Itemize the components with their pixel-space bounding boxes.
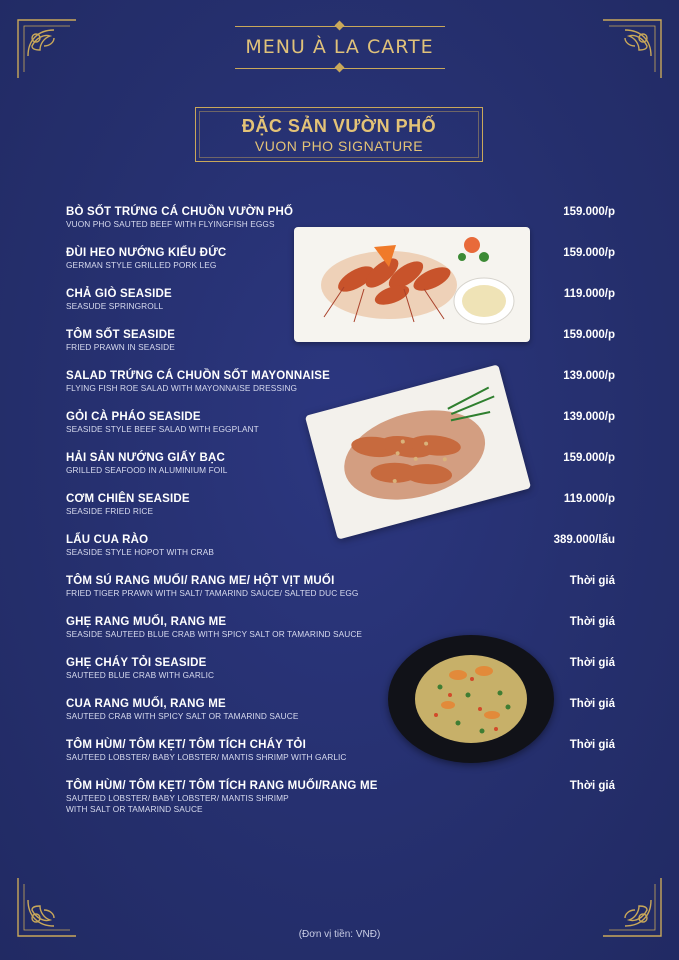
item-price: 119.000/p	[563, 288, 615, 300]
item-name: BÒ SỐT TRỨNG CÁ CHUỒN VƯỜN PHỐ	[66, 206, 294, 218]
item-name: TÔM HÙM/ TÔM KẸT/ TÔM TÍCH RANG MUỐI/RANG ME	[66, 780, 378, 792]
menu-header	[0, 26, 679, 69]
item-name: SALAD TRỨNG CÁ CHUỒN SỐT MAYONNAISE	[66, 370, 331, 382]
item-description: GERMAN STYLE GRILLED PORK LEG	[66, 260, 217, 270]
item-price: Thời giá	[569, 575, 615, 587]
item-price: 119.000/p	[563, 493, 615, 505]
item-description: SAUTEED BLUE CRAB WITH GARLIC	[66, 670, 215, 680]
item-description: SEASUDE SPRINGROLL	[66, 301, 164, 311]
item-price: 159.000/p	[563, 452, 615, 464]
item-name: CUA RANG MUỐI, RANG ME	[66, 698, 226, 710]
header-bottom-divider	[235, 68, 445, 69]
menu-item	[66, 779, 615, 820]
menu-item	[66, 533, 615, 574]
item-price: Thời giá	[569, 698, 615, 710]
page-title: MENU À LA CARTE	[245, 36, 434, 58]
item-name: TÔM SÚ RANG MUỐI/ RANG ME/ HỘT VỊT MUỐI	[66, 575, 335, 587]
menu-item	[66, 246, 615, 287]
menu-item	[66, 574, 615, 615]
section-title-en: VUON PHO SIGNATURE	[254, 138, 424, 154]
item-price: Thời giá	[569, 657, 615, 669]
menu-item	[66, 656, 615, 697]
item-price: 159.000/p	[563, 206, 615, 218]
item-description: SAUTEED CRAB WITH SPICY SALT OR TAMARIND SAUCE	[66, 711, 299, 721]
item-description: SEASIDE STYLE HOPOT WITH CRAB	[66, 547, 214, 557]
menu-item	[66, 369, 615, 410]
section-title-box	[195, 107, 483, 162]
item-name: CHẢ GIÒ SEASIDE	[66, 288, 172, 300]
item-description: FLYING FISH ROE SALAD WITH MAYONNAISE DRESSING	[66, 383, 298, 393]
item-name: TÔM HÙM/ TÔM KẸT/ TÔM TÍCH CHÁY TỎI	[66, 739, 306, 751]
menu-item	[66, 451, 615, 492]
currency-note: (Đơn vị tiền: VNĐ)	[298, 929, 381, 940]
header-top-divider	[235, 26, 445, 27]
item-name: HẢI SẢN NƯỚNG GIẤY BẠC	[66, 452, 225, 464]
section-title-vi: ĐẶC SẢN VƯỜN PHỐ	[241, 116, 437, 136]
item-description: FRIED TIGER PRAWN WITH SALT/ TAMARIND SAUCE/ SALTED DUC EGG	[66, 588, 359, 598]
menu-item	[66, 492, 615, 533]
item-name: GHẸ CHÁY TỎI SEASIDE	[66, 657, 207, 669]
menu-item	[66, 410, 615, 451]
item-description: VUON PHO SAUTED BEEF WITH FLYINGFISH EGGS	[66, 219, 275, 229]
item-description: SAUTEED LOBSTER/ BABY LOBSTER/ MANTIS SHRIMP WITH GARLIC	[66, 752, 347, 762]
item-description: GRILLED SEAFOOD IN ALUMINIUM FOIL	[66, 465, 228, 475]
item-name: GỎI CÀ PHÁO SEASIDE	[66, 411, 201, 423]
item-price: Thời giá	[569, 616, 615, 628]
item-price: Thời giá	[569, 780, 615, 792]
item-price: 389.000/lẩu	[553, 534, 615, 546]
item-name: LẨU CUA RÀO	[66, 534, 149, 546]
item-price: 139.000/p	[563, 411, 615, 423]
menu-item	[66, 328, 615, 369]
item-price: 159.000/p	[563, 329, 615, 341]
menu-item	[66, 738, 615, 779]
menu-item	[66, 615, 615, 656]
menu-item	[66, 697, 615, 738]
menu-item	[66, 287, 615, 328]
item-price: Thời giá	[569, 739, 615, 751]
item-description: FRIED PRAWN IN SEASIDE	[66, 342, 175, 352]
item-description: SEASIDE STYLE BEEF SALAD WITH EGGPLANT	[66, 424, 259, 434]
item-name: TÔM SỐT SEASIDE	[66, 329, 176, 341]
item-name: ĐÙI HEO NƯỚNG KIỂU ĐỨC	[66, 247, 227, 259]
item-description: SAUTEED LOBSTER/ BABY LOBSTER/ MANTIS SHRIMP WITH SALT OR TAMARIND SAUCE	[66, 793, 289, 814]
menu-item	[66, 205, 615, 246]
item-price: 139.000/p	[563, 370, 615, 382]
item-price: 159.000/p	[563, 247, 615, 259]
item-description: SEASIDE FRIED RICE	[66, 506, 154, 516]
item-name: GHẸ RANG MUỐI, RANG ME	[66, 616, 227, 628]
item-name: CƠM CHIÊN SEASIDE	[66, 493, 190, 505]
item-description: SEASIDE SAUTEED BLUE CRAB WITH SPICY SALT OR TAMARIND SAUCE	[66, 629, 363, 639]
menu-list	[66, 205, 615, 820]
